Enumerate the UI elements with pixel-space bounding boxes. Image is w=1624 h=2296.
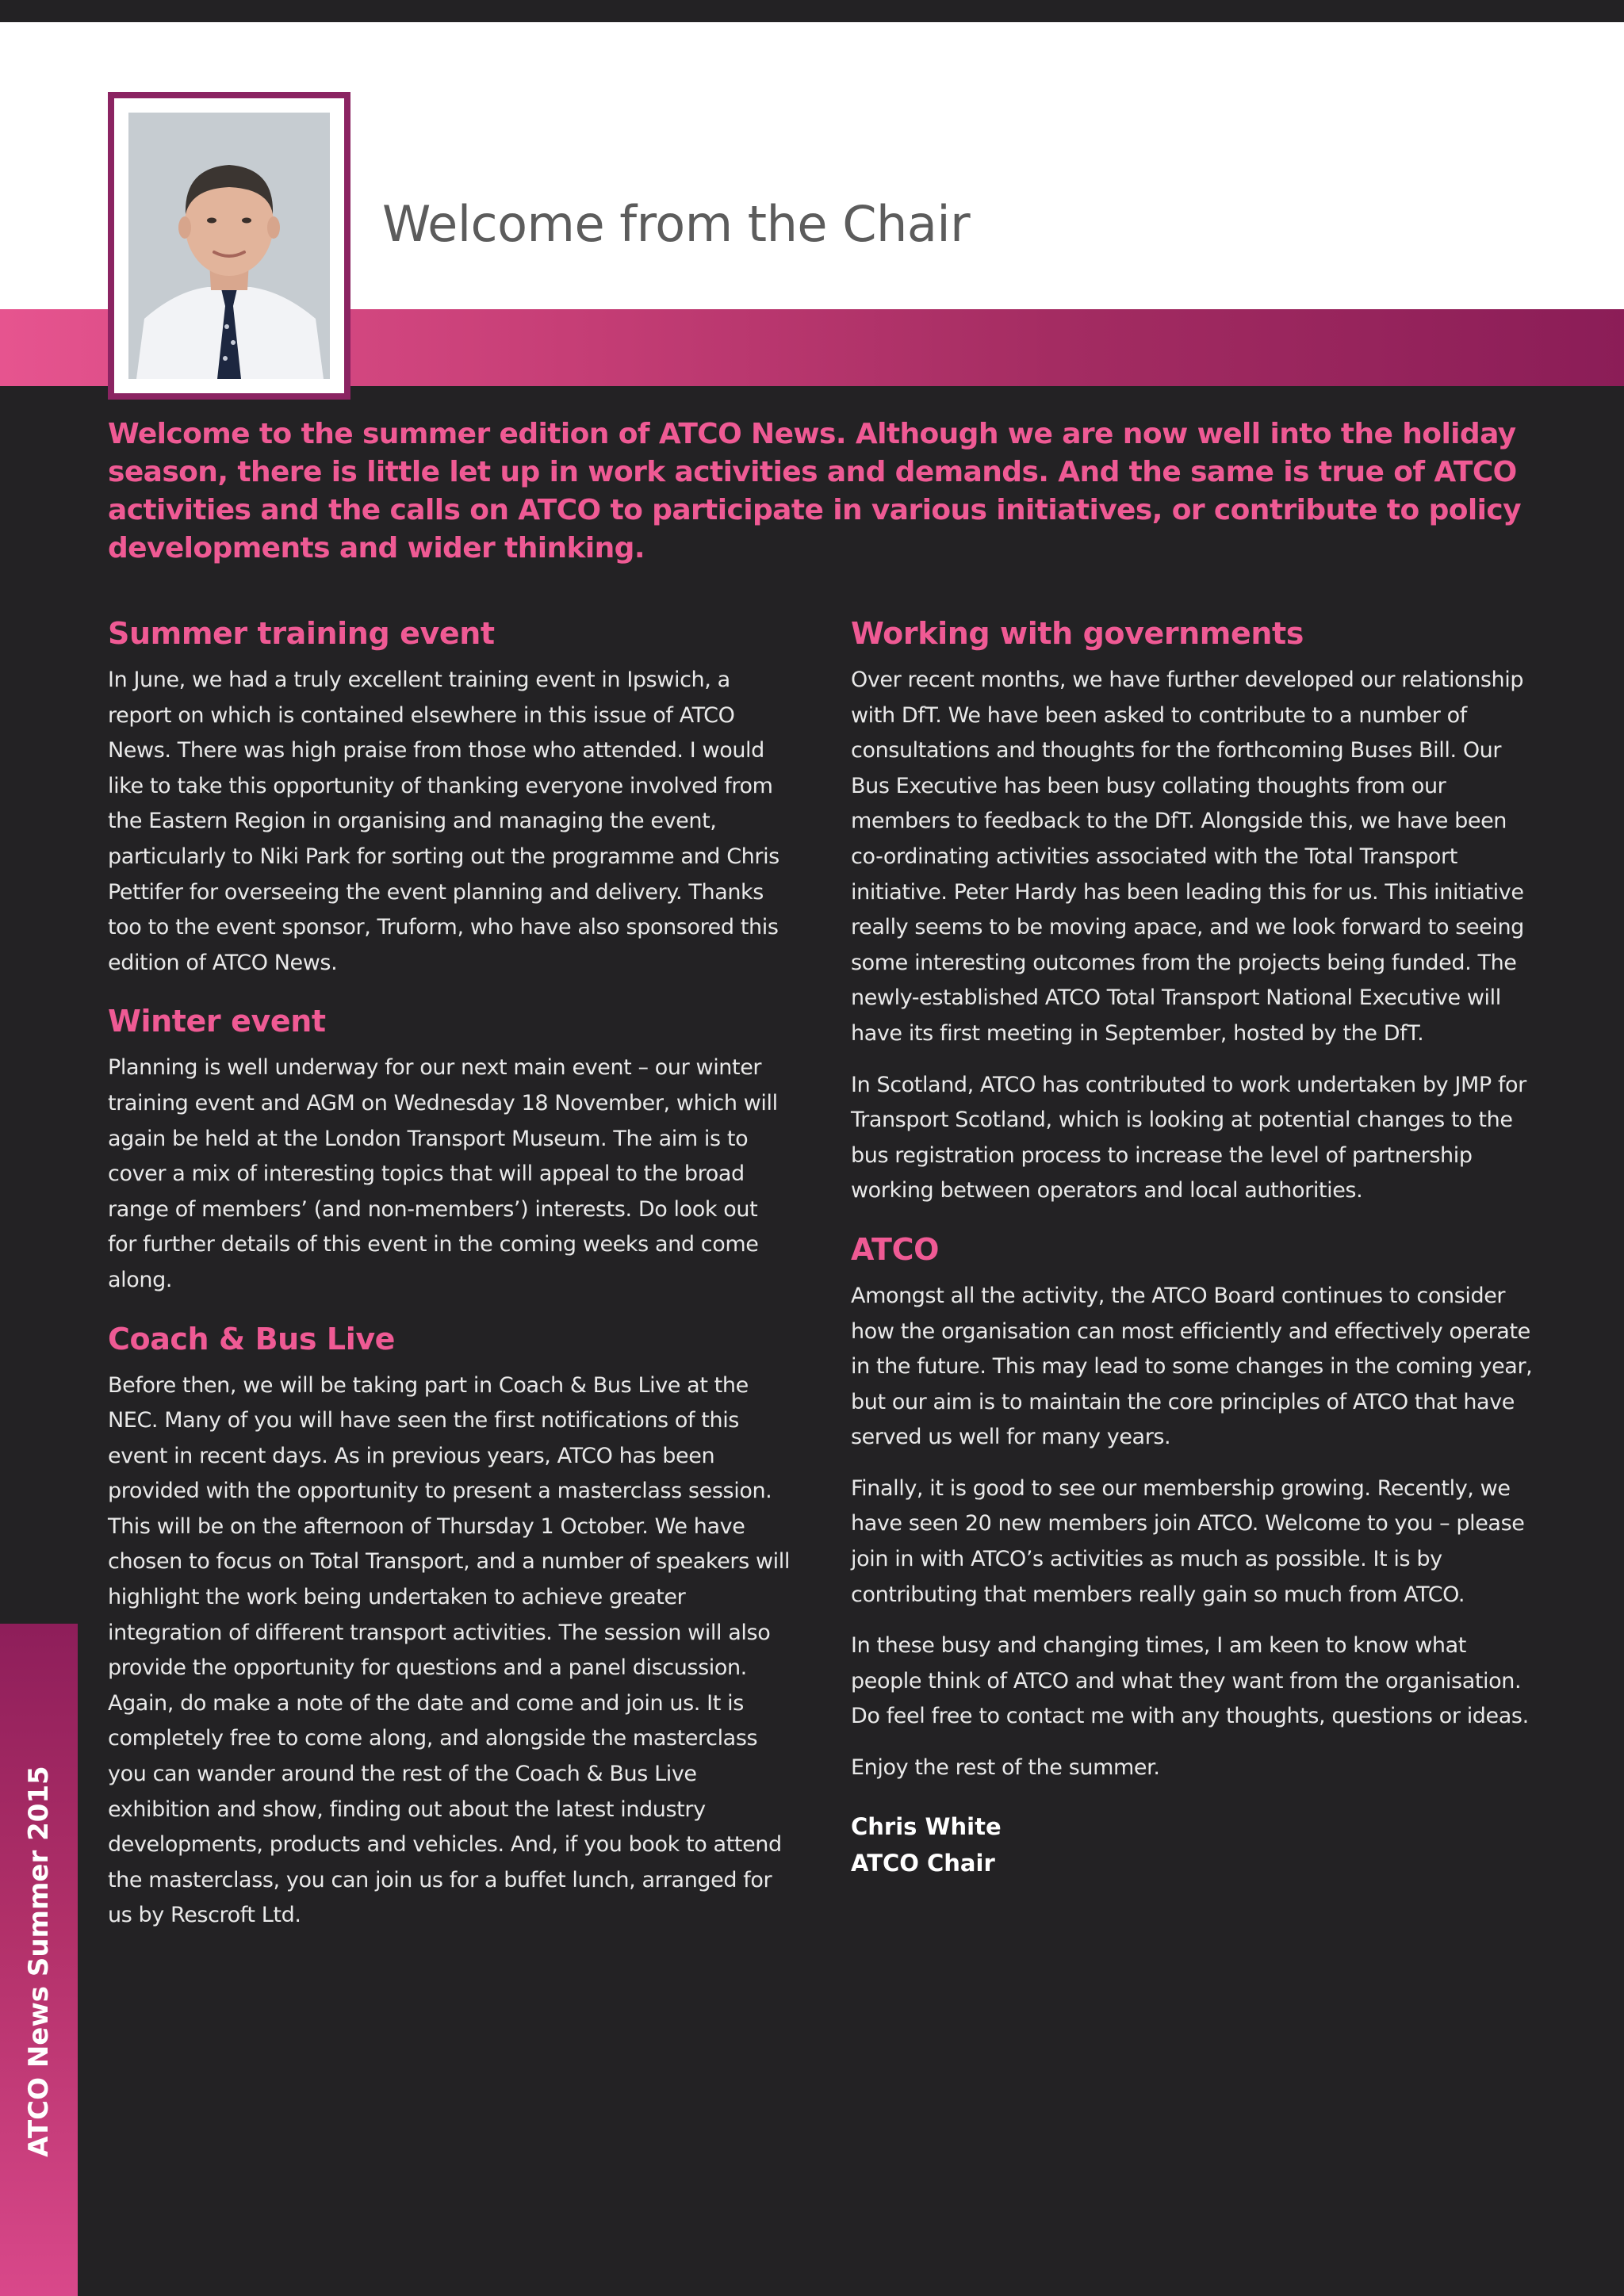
right-column — [851, 612, 1534, 1881]
signature-role: ATCO Chair — [851, 1849, 995, 1877]
top-bar — [0, 0, 1624, 22]
atco-text-4: Enjoy the rest of the summer. — [851, 1755, 1160, 1781]
section-heading-atco: ATCO — [851, 1231, 939, 1267]
intro-paragraph: Welcome to the summer edition of ATCO News. Although we are now well into the holiday season, there is little let up in work activities and demands. And the same is true of ATCO activities and the calls on ATCO to participate in various initiatives, or contribute to policy developments and wider thinking. — [108, 418, 1521, 564]
section-heading-working-with-governments: Working with governments — [851, 616, 1304, 651]
signature-name: Chris White — [851, 1812, 1002, 1840]
section-heading-winter-event: Winter event — [108, 1004, 326, 1039]
atco-text-2: Finally, it is good to see our membership growing. Recently, we have seen 20 new members join ATCO. Welcome to you – please join in with ATCO’s activities as much as possible. It is by contributing that members really gain so much from ATCO. — [851, 1475, 1525, 1607]
chair-photo-frame — [108, 92, 350, 400]
section-heading-summer-training: Summer training event — [108, 616, 495, 651]
governments-text-2: In Scotland, ATCO has contributed to work undertaken by JMP for Transport Scotland, which is looking at potential changes to the bus registration process to increase the level of partnership working between operators and local authorities. — [851, 1072, 1526, 1203]
signature-block — [851, 1808, 1534, 1881]
side-tab-label: ATCO News Summer 2015 — [23, 1766, 55, 2157]
page-title: Welcome from the Chair — [382, 195, 971, 253]
summer-training-text: In June, we had a truly excellent training event in Ipswich, a report on which is contained elsewhere in this issue of ATCO News. There was high praise from those who attended. I would like to take this opportunity of thanking everyone involved from the Eastern Region in organising and managing the event, particularly to Niki Park for sorting out the programme and Chris Pettifer for overseeing the event planning and delivery. Thanks too to the event sponsor, Truform, who have also sponsored this edition of ATCO News. — [108, 668, 779, 975]
atco-text-3: In these busy and changing times, I am keen to know what people think of ATCO and what they want from the organisation. Do feel free to contact me with any thoughts, questions or ideas. — [851, 1633, 1529, 1729]
atco-text-1: Amongst all the activity, the ATCO Board continues to consider how the organisation can most efficiently and effectively operate in the future. This may lead to some changes in the coming year, but our aim is to maintain the core principles of ATCO that have served us well for many years. — [851, 1283, 1533, 1450]
portrait-illustration — [128, 113, 330, 379]
coach-bus-live-text: Before then, we will be taking part in Coach & Bus Live at the NEC. Many of you will have seen the first notifications of this event in recent days. As in previous years, ATCO has been provided with the opportunity to present a masterclass session. This will be on the afternoon of Thursday 1 October. We have chosen to focus on Total Transport, and a number of speakers will highlight the work being undertaken to achieve greater integration of different transport activities. The session will also provide the opportunity for questions and a panel discussion. Again, do make a note of the date and come and join us. It is completely free to come along, and alongside the masterclass you can wander around the rest of the Coach & Bus Live exhibition and show, finding out about the latest industry developments, products and vehicles. And, if you book to attend the masterclass, you can join us for a buffet lunch, arranged for us by Rescroft Ltd. — [108, 1372, 790, 1928]
governments-text-1: Over recent months, we have further developed our relationship with DfT. We have been asked to contribute to a number of consultations and thoughts for the forthcoming Buses Bill. Our Bus Executive has been busy collating thoughts from our members to feedback to the DfT. Alongside this, we have been co-ordinating activities associated with the Total Transport initiative. Peter Hardy has been leading this for us. This initiative really seems to be moving apace, and we look forward to seeing some interesting outcomes from the projects being funded. The newly-established ATCO Total Transport National Executive will have its first meeting in September, hosted by the DfT. — [851, 668, 1524, 1046]
left-column — [108, 612, 791, 1950]
chair-photo — [128, 113, 330, 379]
winter-event-text: Planning is well underway for our next main event – our winter training event and AGM on Wednesday 18 November, which will again be held at the London Transport Museum. The aim is to cover a mix of interesting topics that will appeal to the broad range of members’ (and non-members’) interests. Do look out for further details of this event in the coming weeks and come along. — [108, 1055, 778, 1292]
section-heading-coach-bus-live: Coach & Bus Live — [108, 1321, 396, 1357]
